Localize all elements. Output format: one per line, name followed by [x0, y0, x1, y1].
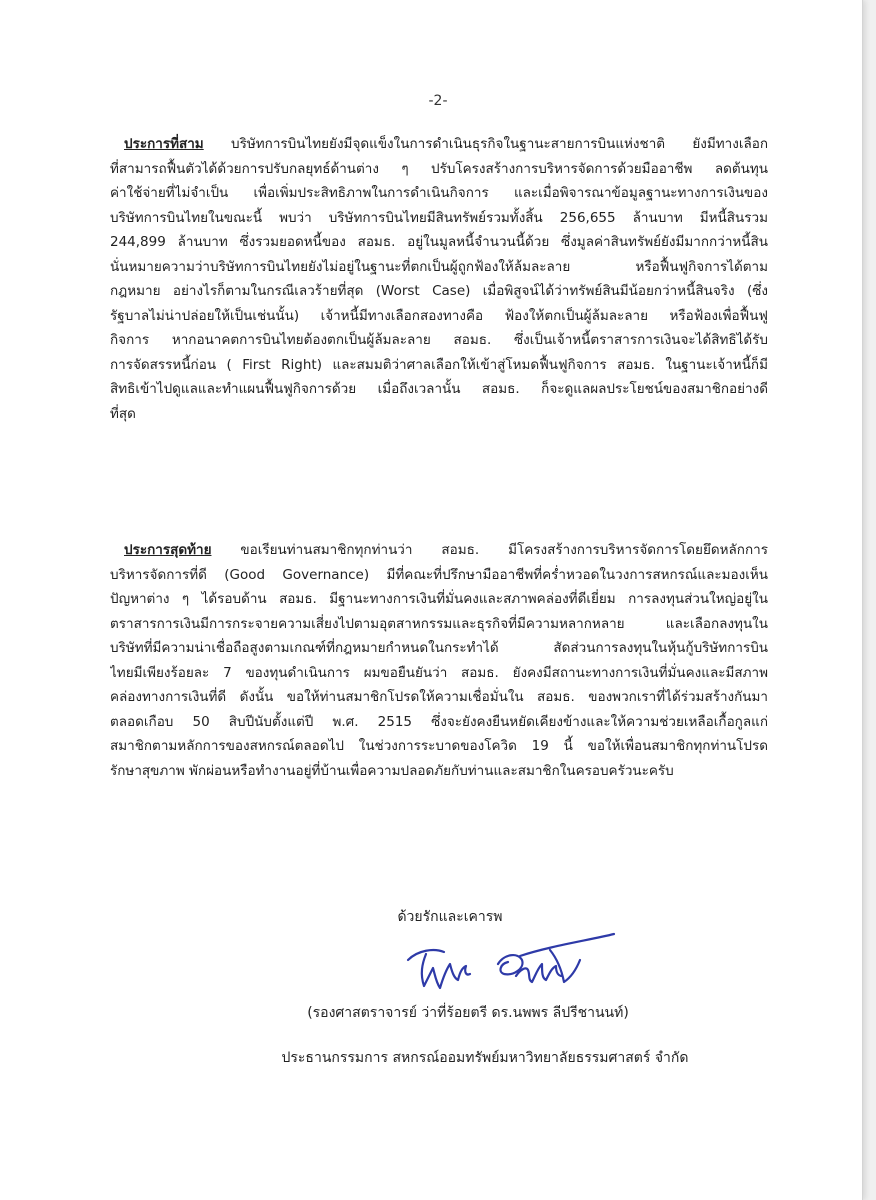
- paragraph-final-point: [110, 538, 768, 783]
- paragraph-line: รัฐบาลไม่น่าปล่อยให้เป็นเช่นนั้น) เจ้าหนี้มีทางเลือกสองทางคือ ฟ้องให้ตกเป็นผู้ล้มละลาย หรือฟ้องเพื่อฟื้นฟู: [110, 307, 768, 324]
- paragraph-line: การจัดสรรหนี้ก่อน ( First Right) และสมมติว่าศาลเลือกให้เข้าสู่โหมดฟื้นฟูกิจการ สอมธ. ในฐานะเจ้าหนี้ก็มี: [110, 356, 768, 373]
- handwritten-signature: [400, 930, 630, 1000]
- paragraph-line: คล่องทางการเงินที่ดี ดังนั้น ขอให้ท่านสมาชิกโปรดให้ความเชื่อมั่นใน สอมธ. ของพวกเราที่ได้ร่วมสร้างกันมา: [110, 689, 768, 705]
- paragraph-line: บริษัทการบินไทยในขณะนี้ พบว่า บริษัทการบินไทยมีสินทรัพย์รวมทั้งสิ้น 256,655 ล้านบาท มีหนี้สินรวม: [110, 209, 768, 226]
- paragraph-line: ที่สุด: [110, 405, 136, 422]
- paragraph-line: กฎหมาย อย่างไรก็ตามในกรณีเลวร้ายที่สุด (Worst Case) เมื่อพิสูจน์ได้ว่าทรัพย์สินมีน้อยกว่าหนี้สินจริง (ซึ่ง: [110, 283, 768, 299]
- paragraph-line: บริหารจัดการที่ดี (Good Governance) มีที่คณะที่ปรึกษามืออาชีพที่คร่ำหวอดในวงการสหกรณ์และมองเห็น: [110, 566, 768, 583]
- paragraph-line: ประการสุดท้าย ขอเรียนท่านสมาชิกทุกท่านว่า สอมธ. มีโครงสร้างการบริหารจัดการโดยยึดหลักการ: [124, 542, 768, 558]
- paragraph-line: กิจการ หากอนาคตการบินไทยต้องตกเป็นผู้ล้มละลาย สอมธ. ซึ่งเป็นเจ้าหนี้ตราสารการเงินจะได้สิทธิได้รับ: [110, 332, 768, 348]
- paragraph-line: ประการที่สาม บริษัทการบินไทยยังมีจุดแข็งในการดำเนินธุรกิจในฐานะสายการบินแห่งชาติ ยังมีทางเลือก: [124, 136, 768, 152]
- paragraph-line: ที่สามารถฟื้นตัวได้ด้วยการปรับกลยุทธ์ด้านต่าง ๆ ปรับโครงสร้างการบริหารจัดการด้วยมืออาชีพ ลดต้นทุน: [110, 160, 768, 177]
- paragraph-line: 244,899 ล้านบาท ซึ่งรวมยอดหนี้ของ สอมธ. อยู่ในมูลหนี้จำนวนนี้ด้วย ซึ่งมูลค่าสินทรัพย์ยังมีมากกว่าหนี้สิน: [110, 234, 768, 250]
- paragraph-line: ตลอดเกือบ 50 สิบปีนับตั้งแต่ปี พ.ศ. 2515 ซึ่งจะยังคงยืนหยัดเคียงข้างและให้ความช่วยเหลือเกื้อกูลแก่: [110, 713, 768, 730]
- paragraph-line: ไทยมีเพียงร้อยละ 7 ของทุนดำเนินการ ผมขอยืนยันว่า สอมธ. ยังคงมีสถานะทางการเงินที่มั่นคงและมีสภาพ: [110, 664, 768, 681]
- signer-name: (รองศาสตราจารย์ ว่าที่ร้อยตรี ดร.นพพร ลีปรีชานนท์): [307, 1005, 629, 1021]
- paragraph-line: บริษัทที่มีความน่าเชื่อถือสูงตามเกณฑ์ที่กฎหมายกำหนดในกระทำได้ สัดส่วนการลงทุนในหุ้นกู้บริษัทการบิน: [110, 640, 768, 656]
- paragraph-line: ปัญหาต่าง ๆ ได้รอบด้าน สอมธ. มีฐานะทางการเงินที่มั่นคงและสภาพคล่องที่ดีเยี่ยม การลงทุนส่วนใหญ่อยู่ใน: [110, 591, 768, 607]
- closing-salutation: ด้วยรักและเคารพ: [397, 909, 503, 925]
- paragraph-line: สมาชิกตามหลักการของสหกรณ์ตลอดไป ในช่วงการระบาดของโควิด 19 นี้ ขอให้เพื่อนสมาชิกทุกท่านโปรด: [110, 738, 768, 754]
- signer-position: ประธานกรรมการ สหกรณ์ออมทรัพย์มหาวิทยาลัยธรรมศาสตร์ จำกัด: [281, 1050, 689, 1066]
- signature-icon: [400, 930, 630, 1000]
- paragraph-heading: ประการที่สาม: [124, 136, 204, 152]
- paragraph-line: นั่นหมายความว่าบริษัทการบินไทยยังไม่อยู่ในฐานะที่ตกเป็นผู้ถูกฟ้องให้ล้มละลาย หรือฟื้นฟูกิจการได้ตาม: [110, 258, 768, 275]
- paragraph-line: สิทธิเข้าไปดูแลและทำแผนฟื้นฟูกิจการด้วย เมื่อถึงเวลานั้น สอมธ. ก็จะดูแลผลประโยชน์ของสมาชิกอย่างดี: [110, 381, 768, 397]
- paragraph-line: ค่าใช้จ่ายที่ไม่จำเป็น เพื่อเพิ่มประสิทธิภาพในการดำเนินกิจการ และเมื่อพิจารณาข้อมูลฐานะทางการเงินของ: [110, 185, 768, 201]
- paragraph-heading: ประการสุดท้าย: [124, 542, 212, 558]
- paragraph-line: รักษาสุขภาพ พักผ่อนหรือทำงานอยู่ที่บ้านเพื่อความปลอดภัยกับท่านและสมาชิกในครอบครัวนะครับ: [110, 762, 674, 779]
- page-number: -2-: [428, 93, 448, 109]
- paragraph-line: ตราสารการเงินมีการกระจายความเสี่ยงไปตามอุตสาหกรรมและธุรกิจที่มีความหลากหลาย และเลือกลงทุนใน: [110, 615, 768, 632]
- paragraph-third-point: [110, 132, 768, 426]
